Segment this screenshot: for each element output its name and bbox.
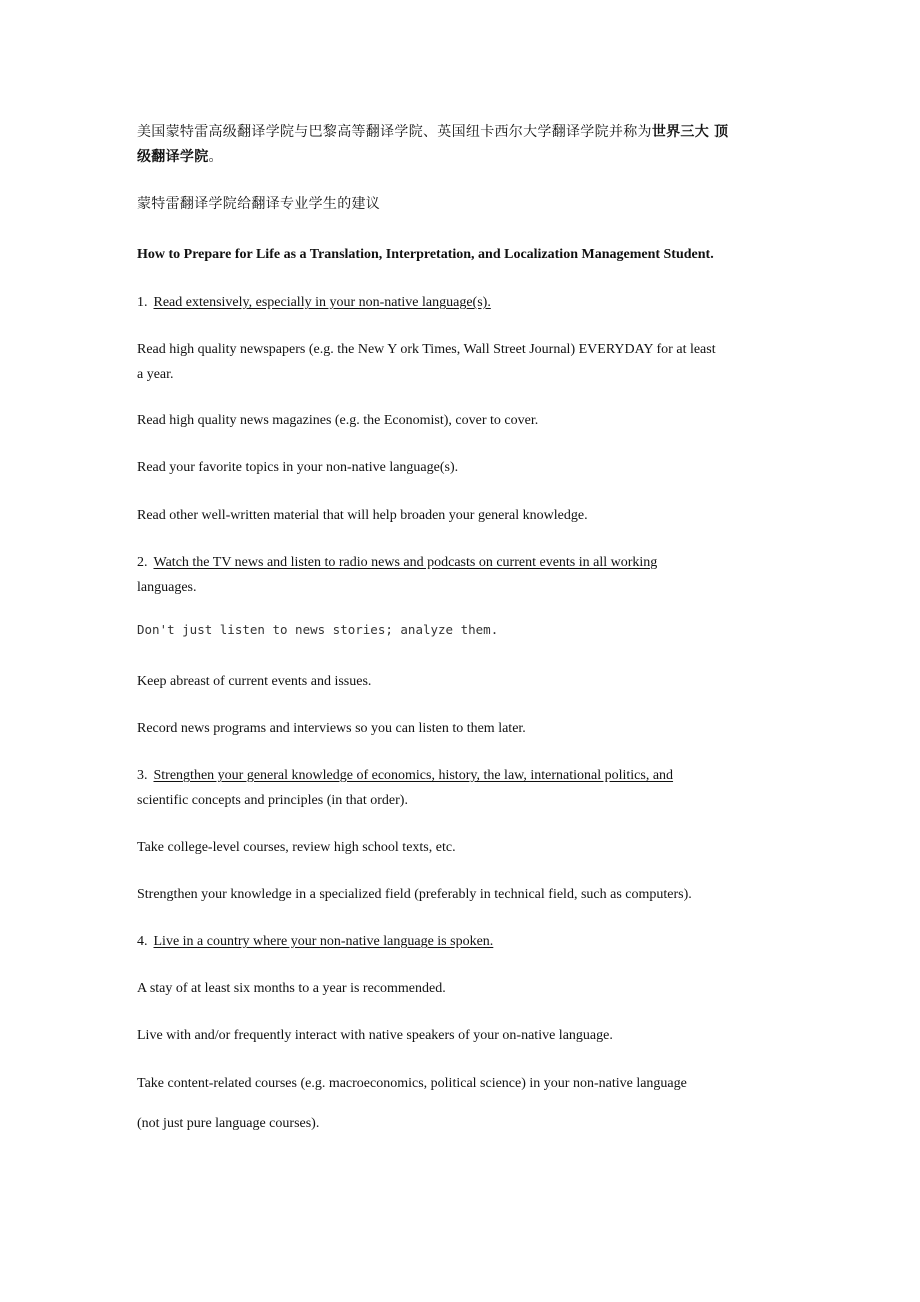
list-item: A stay of at least six months to a year is recommended. <box>137 981 446 996</box>
intro-bold-text: 世界三大 顶 <box>651 124 729 140</box>
section-2-title-continued: languages. <box>137 580 197 595</box>
list-item: Take college-level courses, review high school texts, etc. <box>137 840 456 855</box>
heading: How to Prepare for Life as a Translation, Interpretation, and Localization Management Student. <box>137 247 714 262</box>
list-item: Read your favorite topics in your non-native language(s). <box>137 460 459 475</box>
section-title-text: Read extensively, especially in your non-native language(s). <box>153 295 491 310</box>
list-item: Live with and/or frequently interact with native speakers of your on-native language. <box>137 1028 613 1043</box>
intro-bold-text-2: 级翻译学院 <box>137 149 209 165</box>
section-number: 2. <box>137 555 148 570</box>
list-item: Read high quality newspapers (e.g. the New Y ork Times, Wall Street Journal) EVERYDAY for at least <box>137 342 716 357</box>
list-item: Record news programs and interviews so you can listen to them later. <box>137 721 526 736</box>
list-item: Don't just listen to news stories; analyze them. <box>137 622 499 637</box>
list-item: Read high quality news magazines (e.g. the Economist), cover to cover. <box>137 413 539 428</box>
list-item: (not just pure language courses). <box>137 1116 320 1131</box>
list-item-continued: a year. <box>137 367 174 382</box>
section-title-text: Strengthen your general knowledge of economics, history, the law, international politics, and <box>153 768 674 783</box>
list-item: Take content-related courses (e.g. macroeconomics, political science) in your non-native language <box>137 1076 687 1091</box>
section-3-title <box>137 766 673 786</box>
section-title-text: Watch the TV news and listen to radio news and podcasts on current events in all working <box>153 555 658 570</box>
section-4-title <box>137 932 493 952</box>
section-3-title-continued: scientific concepts and principles (in that order). <box>137 793 408 808</box>
intro-line-1 <box>137 122 729 142</box>
section-title-text: Live in a country where your non-native language is spoken. <box>153 934 494 949</box>
list-item: Read other well-written material that will help broaden your general knowledge. <box>137 508 588 523</box>
list-item: Keep abreast of current events and issues. <box>137 674 372 689</box>
section-number: 4. <box>137 934 148 949</box>
intro-line-2 <box>137 147 223 167</box>
subtitle: 蒙特雷翻译学院给翻译专业学生的建议 <box>137 196 381 212</box>
intro-suffix: 。 <box>208 149 223 165</box>
section-1-title <box>137 293 491 313</box>
section-2-title <box>137 553 657 573</box>
list-item: Strengthen your knowledge in a specialized field (preferably in technical field, such as computers). <box>137 887 692 902</box>
section-number: 3. <box>137 768 148 783</box>
section-number: 1. <box>137 295 148 310</box>
intro-text: 美国蒙特雷高级翻译学院与巴黎高等翻译学院、英国纽卡西尔大学翻译学院并称为 <box>137 124 652 140</box>
